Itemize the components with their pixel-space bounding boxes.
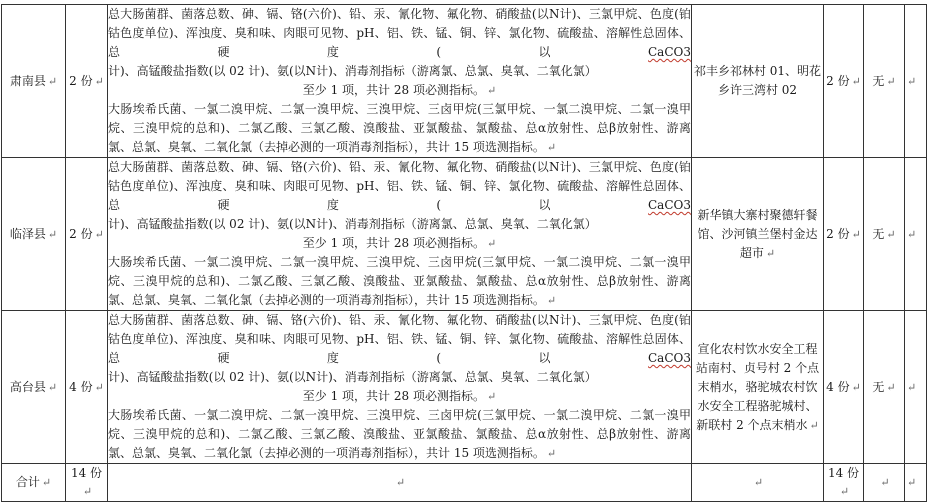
table-row	[2, 311, 927, 464]
sample-count-cell: 4 份 ↵	[66, 311, 108, 464]
sampling-site-cell: 祁丰乡祁林村 01、明花乡许三湾村 02	[692, 5, 824, 158]
total-label-cell: 合计 ↵	[2, 464, 66, 502]
optional-indicators: 大肠埃希氏菌、一氯二溴甲烷、二氯一溴甲烷、三溴甲烷、三卤甲烷(三氯甲烷、一氯二溴甲烷、二氯一溴甲烷、三溴甲烷的总和)、二氯乙酸、三氯乙酸、溴酸盐、亚氯酸盐、氯酸盐、总α放射性、总β放射性、游离氯、总氯、臭氧、二氧化氯（去掉必测的一项消毒剂指标），共计 15 项选测指标。 ↵	[108, 102, 691, 154]
total-count-cell: 14 份↵	[66, 464, 108, 502]
note-cell: 无 ↵	[864, 311, 905, 464]
sampling-table	[1, 4, 927, 502]
total-end-cell: ↵	[905, 464, 927, 502]
total-site-cell: ↵	[692, 464, 824, 502]
county-cell: 临泽县 ↵	[2, 158, 66, 311]
county-cell: 高台县 ↵	[2, 311, 66, 464]
indicators-cell	[108, 5, 692, 158]
note-cell: 无 ↵	[864, 5, 905, 158]
end-cell: ↵	[905, 158, 927, 311]
total-row	[2, 464, 927, 502]
required-indicators-tail: 至少 1 项，共计 28 项必测指标。 ↵	[302, 389, 497, 403]
sample-count-cell-2: 4 份 ↵	[824, 311, 864, 464]
end-cell: ↵	[905, 311, 927, 464]
county-cell: 肃南县 ↵	[2, 5, 66, 158]
optional-indicators: 大肠埃希氏菌、一氯二溴甲烷、二氯一溴甲烷、三溴甲烷、三卤甲烷(三氯甲烷、一氯二溴甲烷、二氯一溴甲烷、三溴甲烷的总和)、二氯乙酸、三氯乙酸、溴酸盐、亚氯酸盐、氯酸盐、总α放射性、总β放射性、游离氯、总氯、臭氧、二氧化氯（去掉必测的一项消毒剂指标），共计 15 项选测指标。 ↵	[108, 255, 691, 307]
end-cell: ↵	[905, 5, 927, 158]
required-indicators: 总大肠菌群、菌落总数、砷、镉、铬(六价)、铅、汞、氰化物、氟化物、硝酸盐(以N计)、三氯甲烷、色度(铂钴色度单位)、浑浊度、臭和味、肉眼可见物、pH、铝、铁、锰、铜、锌、氯化物、硫酸盐、溶解性总固体、总硬度(以CaCO3计)、高锰酸盐指数(以 02 计)、氨(以N计)、消毒剂指标（游离氯、总氯、臭氧、二氧化氯）	[108, 160, 691, 231]
total-blank-cell: ↵	[108, 464, 692, 502]
sample-count-cell-2: 2 份 ↵	[824, 5, 864, 158]
required-indicators-tail: 至少 1 项，共计 28 项必测指标。 ↵	[302, 83, 497, 97]
optional-indicators: 大肠埃希氏菌、一氯二溴甲烷、二氯一溴甲烷、三溴甲烷、三卤甲烷(三氯甲烷、一氯二溴甲烷、二氯一溴甲烷、三溴甲烷的总和)、二氯乙酸、三氯乙酸、溴酸盐、亚氯酸盐、氯酸盐、总α放射性、总β放射性、游离氯、总氯、臭氧、二氧化氯（去掉必测的一项消毒剂指标），共计 15 项选测指标。 ↵	[108, 408, 691, 460]
total-note-cell: ↵	[864, 464, 905, 502]
required-indicators: 总大肠菌群、菌落总数、砷、镉、铬(六价)、铅、汞、氰化物、氟化物、硝酸盐(以N计)、三氯甲烷、色度(铂钴色度单位)、浑浊度、臭和味、肉眼可见物、pH、铝、铁、锰、铜、锌、氯化物、硫酸盐、溶解性总固体、总硬度(以CaCO3计)、高锰酸盐指数(以 02 计)、氨(以N计)、消毒剂指标（游离氯、总氯、臭氧、二氧化氯）	[108, 313, 691, 384]
table-row	[2, 158, 927, 311]
table-row	[2, 5, 927, 158]
required-indicators: 总大肠菌群、菌落总数、砷、镉、铬(六价)、铅、汞、氰化物、氟化物、硝酸盐(以N计)、三氯甲烷、色度(铂钴色度单位)、浑浊度、臭和味、肉眼可见物、pH、铝、铁、锰、铜、锌、氯化物、硫酸盐、溶解性总固体、总硬度(以CaCO3计)、高锰酸盐指数(以 02 计)、氨(以N计)、消毒剂指标（游离氯、总氯、臭氧、二氧化氯）	[108, 7, 691, 78]
sampling-site-cell: 宣化农村饮水安全工程站南村、贞号村 2 个点末梢水，骆驼城农村饮水安全工程骆驼城村、新联村 2 个点末梢水 ↵	[692, 311, 824, 464]
required-indicators-tail: 至少 1 项，共计 28 项必测指标。 ↵	[302, 236, 497, 250]
indicators-cell	[108, 158, 692, 311]
sample-count-cell: 2 份 ↵	[66, 158, 108, 311]
sample-count-cell: 2 份 ↵	[66, 5, 108, 158]
total-count-cell-2: 14 份↵	[824, 464, 864, 502]
note-cell: 无 ↵	[864, 158, 905, 311]
sampling-site-cell: 新华镇大寨村聚德轩餐馆、沙河镇兰堡村金达超市 ↵	[692, 158, 824, 311]
sample-count-cell-2: 2 份 ↵	[824, 158, 864, 311]
indicators-cell	[108, 311, 692, 464]
